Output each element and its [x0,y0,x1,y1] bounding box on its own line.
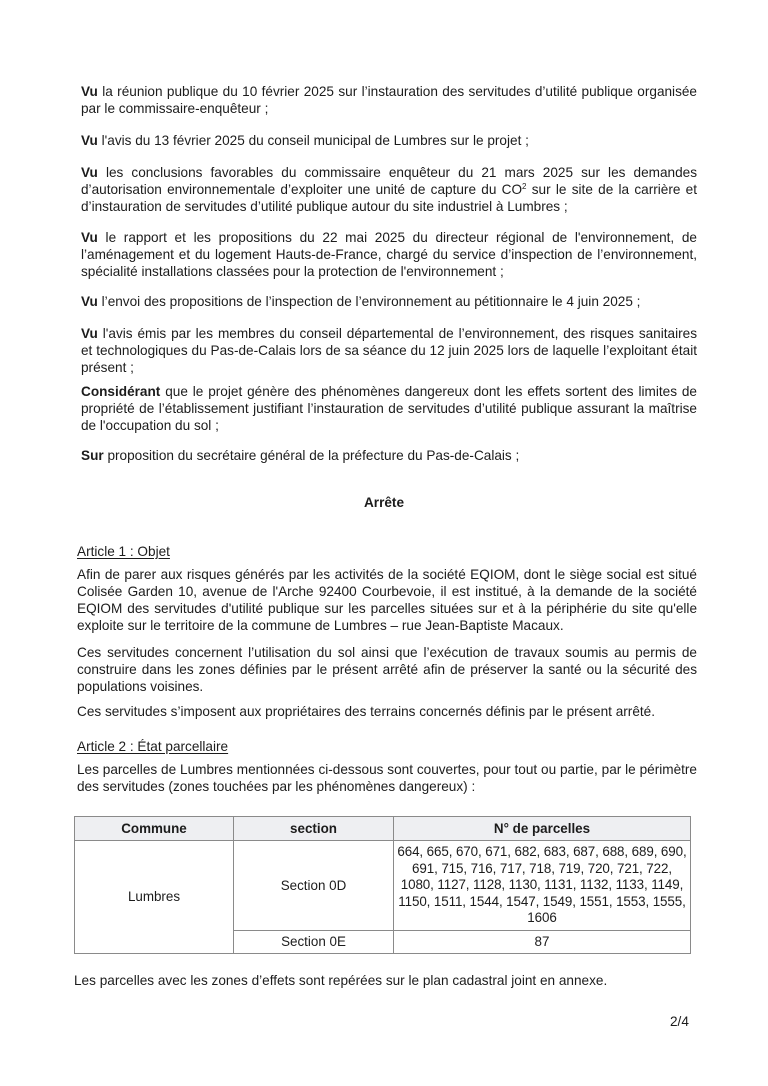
parcel-table [74,816,691,954]
article-2-intro: Les parcelles de Lumbres mentionnées ci-dessous sont couvertes, pour tout ou partie, par le périmètre des servitudes (zones touchées par les phénomènes dangereux) : [77,762,697,794]
article-1-paragraph-3: Ces servitudes s’imposent aux propriétaires des terrains concernés définis par le présent arrêté. [77,704,656,719]
lead-word: Vu [81,294,98,309]
cell-parcels: 87 [394,930,691,953]
article-1-heading: Article 1 : Objet [77,544,170,559]
lead-word: Considérant [81,384,161,399]
page-number: 2/4 [670,1014,689,1029]
lead-word: Sur [81,448,104,463]
article-2-heading: Article 2 : État parcellaire [77,739,229,754]
annex-note: Les parcelles avec les zones d’effets sont repérées sur le plan cadastral joint en annexe. [74,973,608,988]
lead-word: Vu [81,84,98,99]
considerant-envoi-propositions: Vu l’envoi des propositions de l’inspection de l’environnement au pétitionnaire le 4 juin 2025 ; [81,294,641,309]
lead-word: Vu [81,230,98,245]
lead-word: Vu [81,165,98,180]
table-row [75,841,691,931]
cell-commune: Lumbres [75,841,234,954]
article-1-paragraph-1: Afin de parer aux risques générés par les activités de la société EQIOM, dont le siège social est situé Colisée Garden 10, avenue de l'Arche 92400 Courbevoie, il est institué, à la demande de la société EQIOM des servitudes d'utilité publique sur les parcelles situées sur et à la périphérie du site qu'elle exploite sur le territoire de la commune de Lumbres – rue Jean-Baptiste Macaux. [77,567,697,633]
cell-parcels: 664, 665, 670, 671, 682, 683, 687, 688, 689, 690, 691, 715, 716, 717, 718, 719, 720, 721, 722, 1080, 1127, 1128, 1130, 1131, 1132, 1133, 1149, 1150, 1511, 1544, 1547, 1549, 1551, 1553, 1555, 1606 [394,841,691,931]
arrete-title: Arrête [363,495,405,510]
considerant-reunion-publique: Vu la réunion publique du 10 février 2025 sur l’instauration des servitudes d’utilité publique organisée par le commissaire-enquêteur ; [81,84,697,116]
header-commune: Commune [75,817,234,841]
considerant-rapport-dreal: Vu le rapport et les propositions du 22 mai 2025 du directeur régional de l'environnement, de l’aménagement et du logement Hauts-de-France, chargé du service d’inspection de l’environnement, spécialité installations classées pour la protection de l'environnement ; [81,230,697,279]
considerant-avis-conseil-municipal: Vu l'avis du 13 février 2025 du conseil municipal de Lumbres sur le projet ; [81,133,529,148]
considerant-conclusions-commissaire: Vu les conclusions favorables du commissaire enquêteur du 21 mars 2025 sur les demandes d’autorisation environnementale d’exploiter une unité de capture du $CO^2$ sur le site de la carrière et d’instauration de servitudes d’utilité publique autour du site industriel à Lumbres ; [81,165,698,214]
header-parcel-numbers: N° de parcelles [394,817,691,841]
table-header-row [75,817,691,841]
sur-proposition: Sur proposition du secrétaire général de la préfecture du Pas-de-Calais ; [81,448,520,463]
article-1-paragraph-2: Ces servitudes concernent l’utilisation du sol ainsi que l’exécution de travaux soumis au permis de construire dans les zones définies par le présent arrêté afin de préserver la santé ou la sécurité des populations voisines. [77,645,697,694]
cell-section: Section 0E [234,930,394,953]
lead-word: Vu [81,326,98,341]
cell-section: Section 0D [234,841,394,931]
considerant-phenomenes-dangereux: Considérant que le projet génère des phénomènes dangereux dont les effets sortent des limites de propriété de l’établissement justifiant l’instauration de servitudes d’utilité publique assurant la maîtrise de l'occupation du sol ; [81,384,697,433]
header-section: section [234,817,394,841]
lead-word: Vu [81,133,98,148]
considerant-avis-coderst: Vu l'avis émis par les membres du conseil départemental de l’environnement, des risques sanitaires et technologiques du Pas-de-Calais lors de sa séance du 12 juin 2025 lors de laquelle l’exploitant était présent ; [81,326,697,375]
